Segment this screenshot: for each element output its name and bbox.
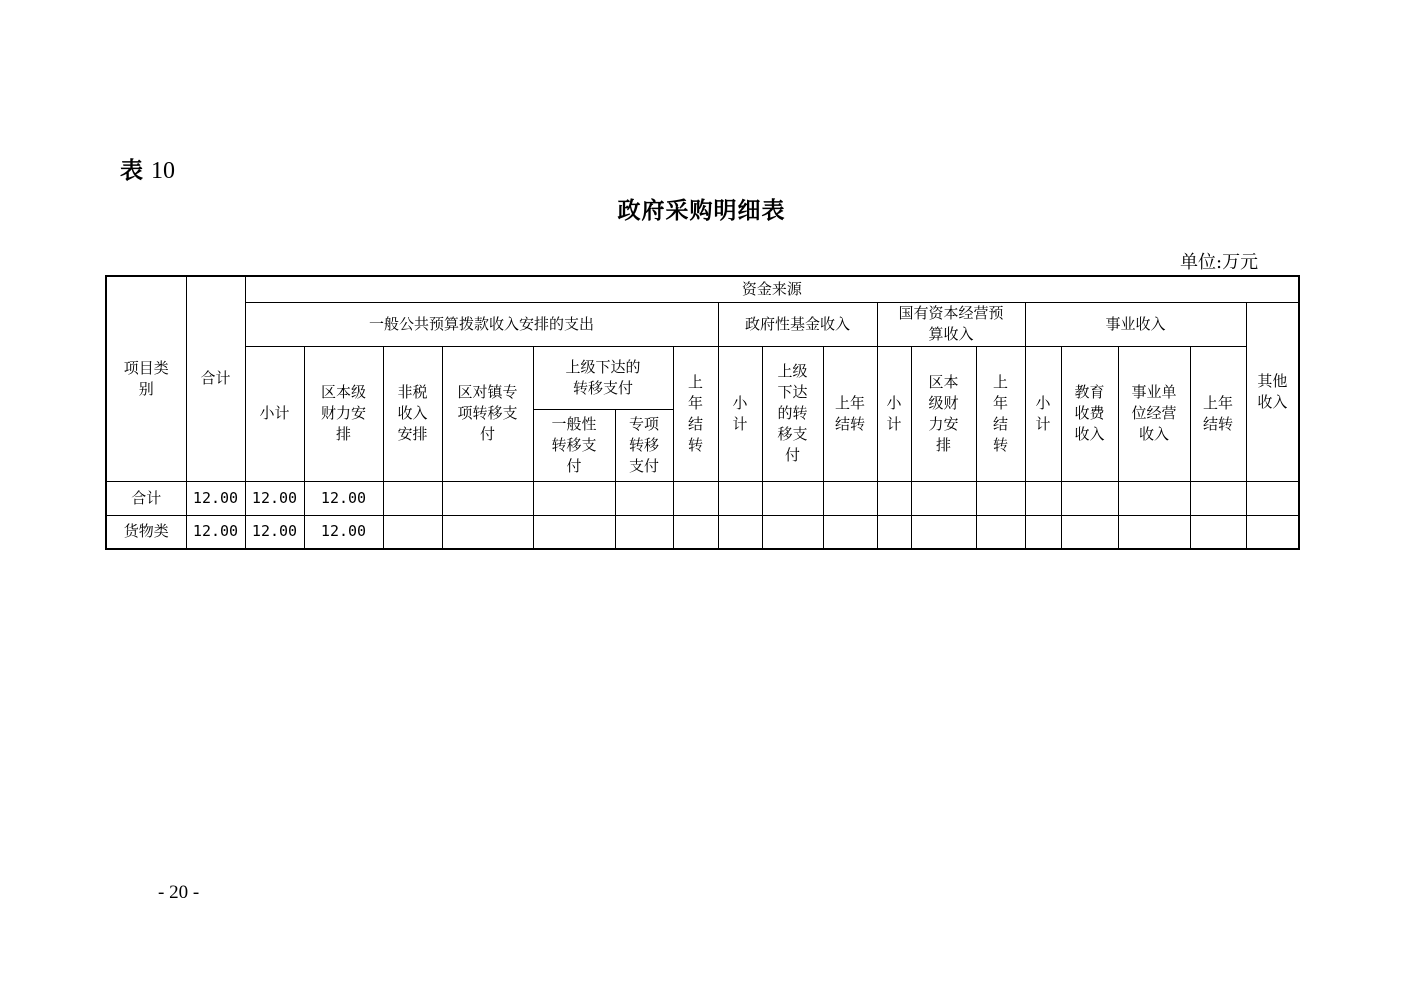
header-state-capital: 国有资本经营预 算收入	[877, 302, 1025, 346]
row-district-fiscal: 12.00	[304, 515, 383, 549]
empty-cell	[823, 481, 877, 515]
unit-label: 单位:万元	[1180, 252, 1259, 273]
page-title: 政府采购明细表	[617, 197, 786, 224]
empty-cell	[673, 481, 718, 515]
empty-cell	[823, 515, 877, 549]
table-number-label	[120, 152, 175, 185]
empty-cell	[1190, 481, 1246, 515]
empty-cell	[1025, 515, 1061, 549]
empty-cell	[533, 515, 615, 549]
empty-cell	[383, 481, 442, 515]
header-funding-source: 资金来源	[245, 276, 1299, 302]
empty-cell	[615, 515, 673, 549]
empty-cell	[1118, 515, 1190, 549]
empty-cell	[1118, 481, 1190, 515]
empty-cell	[976, 481, 1025, 515]
header-gb-superior-transfer: 上级下达的 转移支付	[533, 346, 673, 409]
empty-cell	[877, 515, 911, 549]
header-total: 合计	[186, 276, 245, 481]
header-general-budget: 一般公共预算拨款收入安排的支出	[245, 302, 718, 346]
procurement-table	[105, 275, 1300, 550]
header-gb-subtotal: 小计	[245, 346, 304, 481]
header-gb-district-fiscal: 区本级 财力安 排	[304, 346, 383, 481]
table-row	[106, 515, 1299, 549]
row-subtotal: 12.00	[245, 515, 304, 549]
empty-cell	[976, 515, 1025, 549]
header-bi-unit-operation: 事业单 位经营 收入	[1118, 346, 1190, 481]
table-label: 表	[120, 157, 143, 184]
row-total: 12.00	[186, 481, 245, 515]
row-total: 12.00	[186, 515, 245, 549]
empty-cell	[1061, 515, 1118, 549]
row-name: 货物类	[106, 515, 186, 549]
header-gf-superior: 上级 下达 的转 移支 付	[762, 346, 823, 481]
row-name: 合计	[106, 481, 186, 515]
header-bi-education-fee: 教育 收费 收入	[1061, 346, 1118, 481]
empty-cell	[1025, 481, 1061, 515]
empty-cell	[1246, 515, 1299, 549]
header-sc-district-fiscal: 区本 级财 力安 排	[911, 346, 976, 481]
empty-cell	[533, 481, 615, 515]
empty-cell	[383, 515, 442, 549]
empty-cell	[762, 515, 823, 549]
empty-cell	[1190, 515, 1246, 549]
page-number: - 20 -	[158, 882, 200, 903]
header-bi-subtotal: 小 计	[1025, 346, 1061, 481]
row-district-fiscal: 12.00	[304, 481, 383, 515]
empty-cell	[718, 515, 762, 549]
empty-cell	[718, 481, 762, 515]
empty-cell	[673, 515, 718, 549]
empty-cell	[911, 515, 976, 549]
empty-cell	[442, 481, 533, 515]
header-category: 项目类 别	[106, 276, 186, 481]
header-other-income: 其他 收入	[1246, 302, 1299, 481]
empty-cell	[615, 481, 673, 515]
empty-cell	[1246, 481, 1299, 515]
header-gb-district-town-transfer: 区对镇专 项转移支 付	[442, 346, 533, 481]
empty-cell	[911, 481, 976, 515]
table-number: 10	[151, 158, 176, 184]
header-gb-carryover: 上 年 结 转	[673, 346, 718, 481]
header-bi-carryover: 上年 结转	[1190, 346, 1246, 481]
row-subtotal: 12.00	[245, 481, 304, 515]
header-gf-subtotal: 小 计	[718, 346, 762, 481]
header-sc-subtotal: 小 计	[877, 346, 911, 481]
header-gb-nontax: 非税 收入 安排	[383, 346, 442, 481]
empty-cell	[762, 481, 823, 515]
header-gb-general-transfer: 一般性 转移支 付	[533, 409, 615, 481]
empty-cell	[1061, 481, 1118, 515]
header-gov-fund: 政府性基金收入	[718, 302, 877, 346]
header-business-income: 事业收入	[1025, 302, 1246, 346]
header-gb-special-transfer: 专项 转移 支付	[615, 409, 673, 481]
header-sc-carryover: 上 年 结 转	[976, 346, 1025, 481]
header-gf-carryover: 上年 结转	[823, 346, 877, 481]
table-row	[106, 481, 1299, 515]
empty-cell	[442, 515, 533, 549]
empty-cell	[877, 481, 911, 515]
